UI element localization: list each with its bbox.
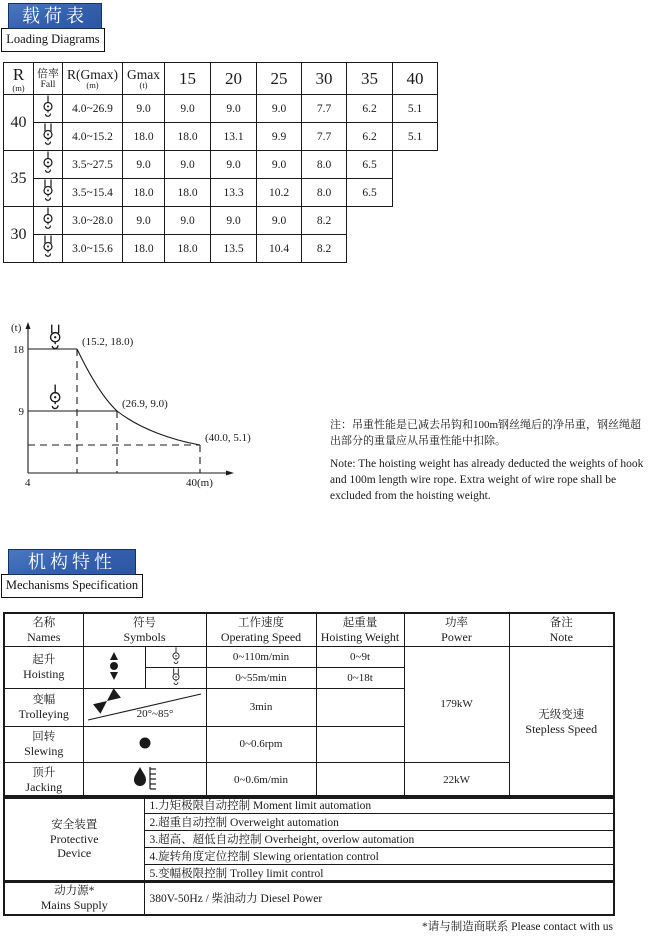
empty-cell [393,235,438,263]
col-gmax: Gmax (t) [123,63,165,95]
mech-name-hoisting: 起升 Hoisting [4,646,83,688]
section-title-mechanisms: 机构特性 [8,549,136,575]
hoist-updown-arrow-icon [83,646,145,688]
double-fall-icon [51,325,60,349]
double-fall-icon [34,123,63,151]
note-en: Note: The hoisting weight has already deducted the weights of hook and 100m length wire rope. Extra weight of wire rope shall be excluded from the hoisting weight. [330,457,644,503]
point-label-2: (26.9, 9.0) [122,398,168,410]
cell: 8.2 [302,207,347,235]
table-row [4,179,438,207]
cell: 9.0 [211,95,257,123]
table-row [4,881,614,915]
mechanisms-spec-label: Mechanisms Specification [1,574,143,598]
cell: 9.9 [257,123,302,151]
cell: 18.0 [123,235,165,263]
mech-name-trolleying: 变幅 Trolleying [4,688,83,726]
cell: 9.0 [165,151,211,179]
trolleying-luffing-icon [83,688,206,726]
contact-note: *请与制造商联系 Please contact with us [421,921,613,933]
col-35: 35 [347,63,393,95]
mains-supply-table [3,880,615,916]
mech-name-jacking: 顶升 Jacking [4,762,83,798]
cell: 10.4 [257,235,302,263]
col-15: 15 [165,63,211,95]
empty-cell [393,179,438,207]
single-fall-icon [34,151,63,179]
luffing-angle-label: 20°~85° [136,707,173,720]
cell: 5.1 [393,95,438,123]
cell: 13.3 [211,179,257,207]
trolleying-weight [316,688,404,726]
table-row-hoisting [4,646,614,667]
cell: 6.2 [347,95,393,123]
protective-item-3: 3.超高、超低自动控制 Overheight, overlow automation [144,831,614,848]
slewing-speed: 0~0.6rpm [206,726,316,762]
single-fall-icon [145,646,206,667]
protective-item-2: 2.超重自动控制 Overweight automation [144,814,614,831]
note-block [330,418,644,504]
x-end-label: 40(m) [186,477,213,489]
cell: 18.0 [123,123,165,151]
single-fall-icon [34,95,63,123]
radius-40: 40 [4,95,34,151]
cell: 8.0 [302,151,347,179]
col-weight: 起重量 Hoisting Weight [316,613,404,646]
col-20: 20 [211,63,257,95]
single-fall-icon [51,385,60,409]
jacking-speed: 0~0.6m/min [206,762,316,798]
mech-name-slewing: 回转 Slewing [4,726,83,762]
cell: 9.0 [123,151,165,179]
col-speed: 工作速度 Operating Speed [206,613,316,646]
load-curve-chart [8,318,308,510]
power-main: 179kW [404,646,509,762]
cell: 8.0 [302,179,347,207]
protective-item-5: 5.变幅极限控制 Trolley limit control [144,865,614,883]
cell: 3.0~15.6 [63,235,123,263]
empty-cell [347,235,393,263]
radius-35: 35 [4,151,34,207]
trolleying-speed: 3min [206,688,316,726]
table-row [4,95,438,123]
double-fall-icon [34,179,63,207]
single-fall-icon [34,207,63,235]
jacking-power: 22kW [404,762,509,798]
note-zh: 注：吊重性能是已减去吊钩和100m钢丝绳后的净吊重，钢丝绳超出部分的重量应从吊重性能中扣除。 [330,419,642,447]
slewing-weight [316,726,404,762]
y-axis-unit: (t) [11,322,22,334]
loading-diagrams-label: Loading Diagrams [1,28,105,52]
cell: 9.0 [165,207,211,235]
cell: 7.7 [302,95,347,123]
empty-cell [347,207,393,235]
mech-note: 无级变速 Stepless Speed [509,646,614,798]
col-30: 30 [302,63,347,95]
hoisting-speed-1: 0~110m/min [206,646,316,667]
radius-30: 30 [4,207,34,263]
cell: 13.1 [211,123,257,151]
cell: 3.5~27.5 [63,151,123,179]
mains-supply-value: 380V-50Hz / 柴油动力 Diesel Power [144,881,614,915]
protective-item-4: 4.旋转角度定位控制 Slewing orientation control [144,848,614,865]
double-fall-icon [145,667,206,688]
cell: 4.0~15.2 [63,123,123,151]
col-note: 备注 Note [509,613,614,646]
cell: 9.0 [211,151,257,179]
table-row [4,151,438,179]
hoisting-weight-2: 0~18t [316,667,404,688]
col-fall: 倍率 Fall [34,63,63,95]
cell: 9.0 [257,151,302,179]
cell: 9.0 [257,207,302,235]
cell: 9.0 [165,95,211,123]
loading-table-header [4,63,438,95]
cell: 9.0 [123,207,165,235]
point-label-3: (40.0, 5.1) [205,432,251,444]
col-symbols: 符号 Symbols [83,613,206,646]
mech-table-header [4,613,614,646]
cell: 6.5 [347,179,393,207]
cell: 18.0 [165,235,211,263]
section-title-loading: 载荷表 [8,3,102,29]
capacity-curve [77,349,200,445]
double-fall-icon [34,235,63,263]
cell: 7.7 [302,123,347,151]
empty-cell [393,207,438,235]
hoisting-speed-2: 0~55m/min [206,667,316,688]
cell: 13.5 [211,235,257,263]
hoisting-weight-1: 0~9t [316,646,404,667]
jacking-icon [83,762,206,798]
col-radius: R (m) [4,63,34,95]
cell: 18.0 [123,179,165,207]
cell: 4.0~26.9 [63,95,123,123]
cell: 10.2 [257,179,302,207]
loading-table [3,62,438,263]
col-40: 40 [393,63,438,95]
jacking-weight [316,762,404,798]
empty-cell [393,151,438,179]
cell: 18.0 [165,123,211,151]
cell: 9.0 [211,207,257,235]
protective-device-table [3,795,615,883]
cell: 6.2 [347,123,393,151]
col-names: 名称 Names [4,613,83,646]
cell: 9.0 [257,95,302,123]
slewing-icon [83,726,206,762]
mains-supply-label: 动力源* Mains Supply [4,881,144,915]
point-label-1: (15.2, 18.0) [82,336,134,348]
table-row [4,123,438,151]
col-25: 25 [257,63,302,95]
cell: 6.5 [347,151,393,179]
protective-device-label: 安全装置 Protective Device [4,796,144,882]
table-row [4,796,614,814]
protective-item-1: 1.力矩极限自动控制 Moment limit automation [144,796,614,814]
col-rgmax: R(Gmax) (m) [63,63,123,95]
cell: 18.0 [165,179,211,207]
col-power: 功率 Power [404,613,509,646]
x-origin-label: 4 [25,477,31,489]
mechanisms-table [3,612,615,799]
cell: 8.2 [302,235,347,263]
cell: 3.5~15.4 [63,179,123,207]
cell: 3.0~28.0 [63,207,123,235]
cell: 9.0 [123,95,165,123]
table-row [4,207,438,235]
y-tick-9: 9 [18,406,24,418]
table-row [4,235,438,263]
y-tick-18: 18 [13,344,24,356]
cell: 5.1 [393,123,438,151]
